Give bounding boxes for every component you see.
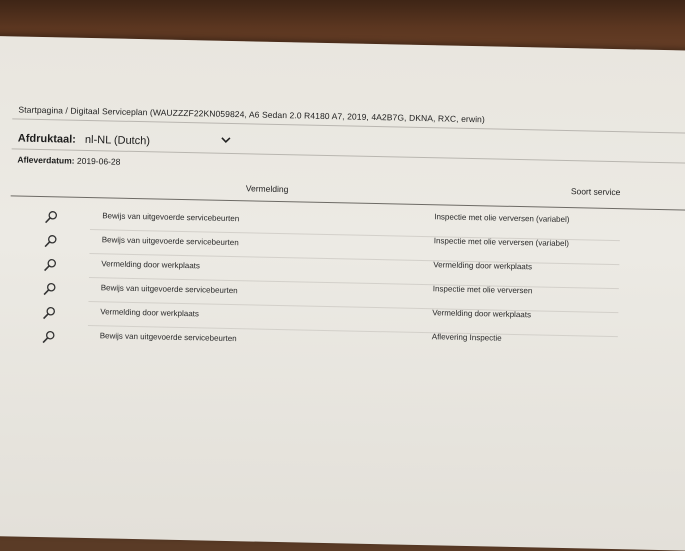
print-language-value[interactable]: nl-NL (Dutch)	[84, 133, 151, 148]
mention-cell[interactable]: Bewijs van uitgevoerde servicebeurten	[101, 235, 239, 248]
breadcrumb[interactable]: Startpagina / Digitaal Serviceplan (WAUZZZF22KN059824, A6 Sedan 2.0 R4180 A7, 2019, 4A2B7G, DKNA, RXC, erwin)	[18, 104, 485, 125]
delivery-date-label: Afleverdatum:	[17, 154, 75, 166]
magnifier-icon[interactable]	[42, 306, 56, 320]
mention-cell[interactable]: Bewijs van uitgevoerde servicebeurten	[102, 211, 240, 224]
mention-cell[interactable]: Bewijs van uitgevoerde servicebeurten	[100, 283, 238, 296]
print-language-label: Afdruktaal:	[17, 132, 77, 146]
delivery-date-value: 2019-06-28	[76, 155, 121, 167]
magnifier-icon[interactable]	[42, 330, 56, 344]
service-type-cell: Aflevering Inspectie	[431, 332, 502, 343]
service-type-cell: Vermelding door werkplaats	[433, 260, 533, 272]
magnifier-icon[interactable]	[44, 210, 58, 224]
delivery-date	[17, 155, 120, 167]
mention-cell[interactable]: Vermelding door werkplaats	[101, 259, 201, 271]
column-header-mention[interactable]: Vermelding	[245, 183, 289, 195]
magnifier-icon[interactable]	[43, 282, 57, 296]
magnifier-icon[interactable]	[44, 234, 58, 248]
column-header-service-type[interactable]: Soort service	[570, 186, 621, 198]
print-language-selector[interactable]	[18, 133, 150, 148]
service-type-cell: Inspectie met olie verversen (variabel)	[433, 236, 570, 249]
service-type-cell: Vermelding door werkplaats	[432, 308, 532, 320]
service-type-cell: Inspectie met olie verversen	[432, 284, 533, 296]
chevron-down-icon[interactable]	[221, 136, 231, 147]
mention-cell[interactable]: Vermelding door werkplaats	[100, 307, 200, 319]
mention-cell[interactable]: Bewijs van uitgevoerde servicebeurten	[99, 331, 237, 344]
service-type-cell: Inspectie met olie verversen (variabel)	[434, 212, 570, 225]
magnifier-icon[interactable]	[43, 258, 57, 272]
printed-page	[0, 36, 685, 551]
